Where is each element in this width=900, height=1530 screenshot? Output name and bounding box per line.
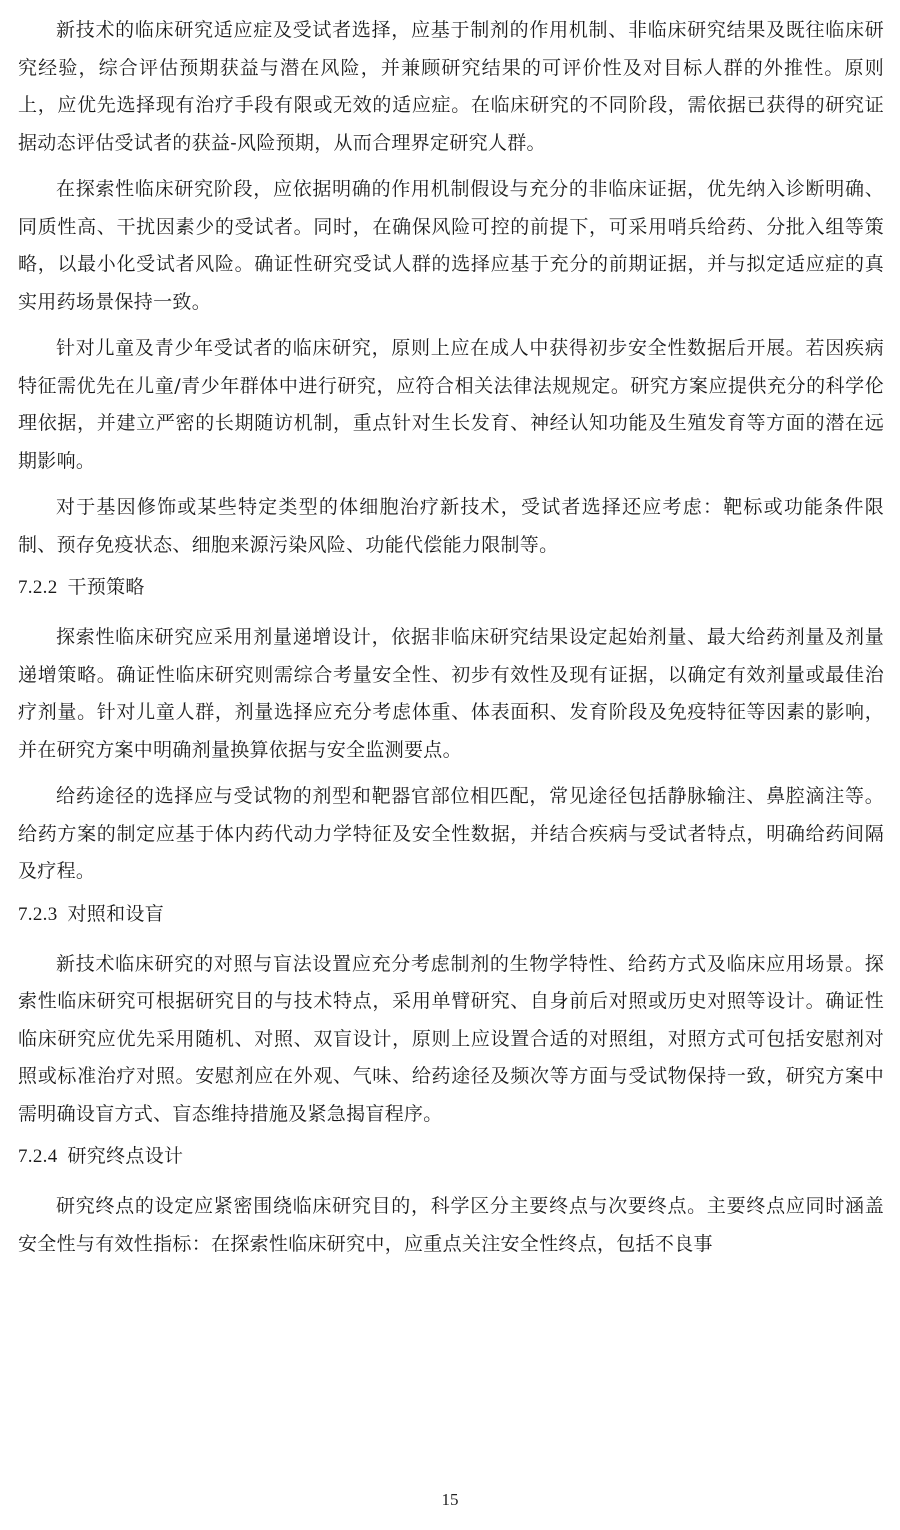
document-page — [18, 12, 884, 1272]
section-title: 干预策略 — [67, 576, 145, 598]
paragraph: 新技术的临床研究适应症及受试者选择，应基于制剂的作用机制、非临床研究结果及既往临床研究经验，综合评估预期获益与潜在风险，并兼顾研究结果的可评价性及对目标人群的外推性。原则上，应优先选择现有治疗手段有限或无效的适应症。在临床研究的不同阶段，需依据已获得的研究证据动态评估受试者的获益-风险预期，从而合理界定研究人群。 — [18, 19, 884, 154]
page-number: 15 — [441, 1490, 459, 1509]
section-heading-7-2-3 — [18, 900, 884, 929]
paragraph: 针对儿童及青少年受试者的临床研究，原则上应在成人中获得初步安全性数据后开展。若因疾病特征需优先在儿童/青少年群体中进行研究，应符合相关法律法规规定。研究方案应提供充分的科学伦理依据，并建立严密的长期随访机制，重点针对生长发育、神经认知功能及生殖发育等方面的潜在远期影响。 — [18, 337, 884, 472]
section-number: 7.2.2 — [18, 577, 58, 598]
paragraph: 给药途径的选择应与受试物的剂型和靶器官部位相匹配，常见途径包括静脉输注、鼻腔滴注等。给药方案的制定应基于体内药代动力学特征及安全性数据，并结合疾病与受试者特点，明确给药间隔及疗程。 — [18, 785, 884, 882]
section-number: 7.2.3 — [18, 903, 58, 925]
paragraph: 对于基因修饰或某些特定类型的体细胞治疗新技术，受试者选择还应考虑：靶标或功能条件限制、预存免疫状态、细胞来源污染风险、功能代偿能力限制等。 — [18, 496, 884, 556]
paragraph: 研究终点的设定应紧密围绕临床研究目的，科学区分主要终点与次要终点。主要终点应同时涵盖安全性与有效性指标：在探索性临床研究中，应重点关注安全性终点，包括不良事 — [18, 1195, 884, 1255]
section-title: 研究终点设计 — [67, 1145, 184, 1167]
paragraph: 新技术临床研究的对照与盲法设置应充分考虑制剂的生物学特性、给药方式及临床应用场景。探索性临床研究可根据研究目的与技术特点，采用单臂研究、自身前后对照或历史对照等设计。确证性临床研究应优先采用随机、对照、双盲设计，原则上应设置合适的对照组，对照方式可包括安慰剂对照或标准治疗对照。安慰剂应在外观、气味、给药途径及频次等方面与受试物保持一致，研究方案中需明确设盲方式、盲态维持措施及紧急揭盲程序。 — [18, 952, 884, 1125]
paragraph: 在探索性临床研究阶段，应依据明确的作用机制假设与充分的非临床证据，优先纳入诊断明确、同质性高、干扰因素少的受试者。同时，在确保风险可控的前提下，可采用哨兵给药、分批入组等策略，以最小化受试者风险。确证性研究受试人群的选择应基于充分的前期证据，并与拟定适应症的真实用药场景保持一致。 — [18, 178, 884, 313]
section-number: 7.2.4 — [18, 1146, 58, 1167]
paragraph: 探索性临床研究应采用剂量递增设计，依据非临床研究结果设定起始剂量、最大给药剂量及剂量递增策略。确证性临床研究则需综合考量安全性、初步有效性及现有证据，以确定有效剂量或最佳治疗剂量。针对儿童人群，剂量选择应充分考虑体重、体表面积、发育阶段及免疫特征等因素的影响，并在研究方案中明确剂量换算依据与安全监测要点。 — [18, 626, 884, 761]
section-heading-7-2-4 — [18, 1142, 884, 1171]
section-title: 对照和设盲 — [67, 902, 165, 925]
section-heading-7-2-2 — [18, 573, 884, 602]
